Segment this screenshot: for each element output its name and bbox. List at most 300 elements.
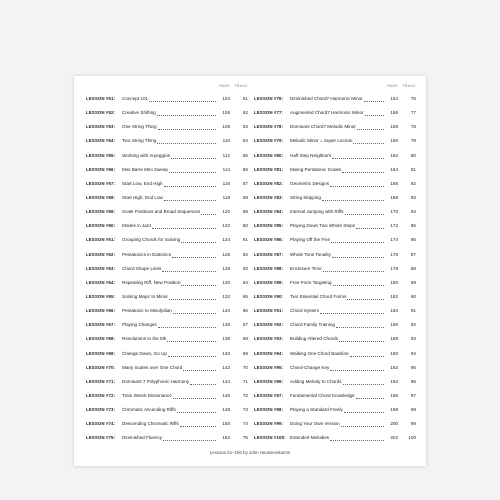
dot-leader — [343, 384, 384, 385]
lesson-page-number: 186 — [390, 322, 398, 328]
lesson-track-number: 67 — [242, 322, 248, 328]
lesson-track-number: 92 — [410, 322, 416, 328]
lesson-row — [86, 92, 250, 106]
lesson-page-number: 162 — [390, 152, 398, 158]
lesson-number: LESSON #68: — [86, 336, 116, 342]
lesson-track-number: 95 — [410, 364, 416, 370]
lesson-list-right — [254, 92, 418, 446]
lesson-track-number: 72 — [242, 392, 248, 398]
lesson-track-number: 94 — [410, 350, 416, 356]
track-header-label: TRACK — [234, 84, 248, 88]
lesson-number: LESSON #76: — [254, 96, 284, 101]
lesson-row — [254, 205, 418, 219]
dot-leader — [350, 356, 384, 357]
lesson-page-number: 156 — [390, 110, 398, 116]
dot-leader — [163, 440, 216, 441]
lesson-number: LESSON #94: — [254, 350, 284, 356]
lesson-number: LESSON #75: — [86, 435, 116, 441]
lesson-number: LESSON #64: — [86, 279, 116, 285]
lesson-row — [254, 120, 418, 134]
lesson-number: LESSON #57: — [86, 180, 116, 186]
dot-leader — [344, 412, 384, 413]
lesson-title: Adding Melody to Chords — [290, 378, 342, 384]
lesson-number: LESSON #58: — [86, 194, 116, 200]
lesson-row — [254, 389, 418, 403]
lesson-track-number: 57 — [242, 180, 248, 186]
lesson-page-number: 202 — [390, 435, 398, 441]
lesson-number: LESSON #66: — [86, 308, 116, 314]
lesson-title: Chromatic Ascending Riffs — [122, 407, 176, 413]
lesson-number: LESSON #97: — [254, 392, 284, 398]
lesson-title: Geometric Designs — [290, 180, 330, 186]
lesson-number: LESSON #85: — [254, 223, 284, 229]
lesson-title: Many Scales over One Chord — [122, 364, 183, 370]
lesson-number: LESSON #70: — [86, 364, 116, 370]
dot-leader — [365, 115, 384, 116]
lesson-page-number: 116 — [222, 180, 230, 186]
lesson-track-number: 81 — [410, 166, 416, 172]
lesson-track-number: 53 — [242, 124, 248, 130]
lesson-row — [254, 304, 418, 318]
page-header-label: PAGE — [387, 84, 398, 88]
lesson-track-number: 97 — [410, 392, 416, 398]
right-column — [254, 83, 418, 446]
lesson-number: LESSON #67: — [86, 322, 116, 328]
lesson-page-number: 200 — [390, 421, 398, 427]
lesson-number: LESSON #63: — [86, 265, 116, 271]
lesson-row — [254, 431, 418, 445]
lesson-page-number: 152 — [222, 435, 230, 441]
lesson-row — [86, 318, 250, 332]
lesson-title: One String Thing — [122, 124, 157, 130]
lesson-number: LESSON #55: — [86, 152, 116, 158]
lesson-track-number: 82 — [410, 180, 416, 186]
lesson-number: LESSON #74: — [86, 421, 116, 427]
lesson-page-number: 182 — [390, 293, 398, 299]
column-header — [86, 83, 250, 92]
lesson-number: LESSON #53: — [86, 124, 116, 130]
lesson-row — [86, 233, 250, 247]
lesson-number: LESSON #52: — [86, 110, 116, 116]
lesson-page-number: 130 — [222, 279, 230, 285]
lesson-track-number: 93 — [410, 336, 416, 342]
lesson-track-number: 74 — [242, 421, 248, 427]
lesson-track-number: 89 — [410, 279, 416, 285]
lesson-title: Dominant 7 Polyphonic Harmony — [122, 378, 190, 384]
dot-leader — [173, 313, 216, 314]
lesson-track-number: 61 — [242, 237, 248, 243]
lesson-number: LESSON #98: — [254, 407, 284, 413]
page-header-label: PAGE — [219, 84, 230, 88]
lesson-number: LESSON #90: — [254, 293, 284, 299]
lesson-track-number: 51 — [242, 96, 248, 101]
lesson-title: Pentatonics in Diatonics — [122, 251, 172, 257]
lesson-page-number: 108 — [222, 124, 230, 130]
dot-leader — [320, 313, 384, 314]
lesson-row — [86, 149, 250, 163]
left-column — [86, 83, 250, 446]
dot-leader — [190, 384, 216, 385]
lesson-page-number: 160 — [390, 138, 398, 144]
dot-leader — [157, 115, 216, 116]
lesson-page-number: 172 — [390, 223, 398, 229]
lesson-track-number: 55 — [242, 152, 248, 158]
lesson-number: LESSON #81: — [254, 166, 284, 172]
lesson-track-number: 56 — [242, 166, 248, 172]
lesson-track-number: 68 — [242, 336, 248, 342]
lesson-title: Change Down, Go Up — [122, 350, 167, 356]
lesson-title: Diminished Chord7 Harmonic Minor — [290, 96, 363, 101]
lesson-page-number: 126 — [222, 251, 230, 257]
lesson-number: LESSON #86: — [254, 237, 284, 243]
lesson-title: Diminished Fluency — [122, 435, 163, 441]
lesson-number: LESSON #100: — [254, 435, 286, 441]
dot-leader — [356, 398, 384, 399]
lesson-track-number: 62 — [242, 251, 248, 257]
lesson-track-number: 64 — [242, 279, 248, 285]
lesson-track-number: 52 — [242, 110, 248, 116]
dot-leader — [330, 440, 384, 441]
lesson-title: Playing Off the Five — [290, 237, 331, 243]
lesson-row — [254, 92, 418, 106]
lesson-row — [254, 163, 418, 177]
lesson-number: LESSON #61: — [86, 237, 116, 243]
lesson-row — [254, 191, 418, 205]
track-header-label: TRACK — [402, 84, 416, 88]
lesson-track-number: 65 — [242, 293, 248, 299]
dot-leader — [339, 341, 384, 342]
lesson-track-number: 75 — [242, 435, 248, 441]
lesson-number: LESSON #54: — [86, 138, 116, 144]
lesson-track-number: 84 — [410, 209, 416, 215]
lesson-title: Augmented Chord7 Harmonic Minor — [290, 110, 364, 116]
lesson-number: LESSON #96: — [254, 378, 284, 384]
lesson-row — [254, 219, 418, 233]
dot-leader — [330, 370, 384, 371]
lesson-number: LESSON #99: — [254, 421, 284, 427]
lesson-number: LESSON #79: — [254, 138, 284, 144]
lesson-number: LESSON #83: — [254, 194, 284, 200]
dot-leader — [345, 214, 384, 215]
lesson-track-number: 100 — [408, 435, 416, 441]
lesson-row — [86, 177, 250, 191]
dot-leader — [173, 398, 216, 399]
lesson-title: Melodic Minor = Super Locrian — [290, 138, 353, 144]
lesson-number: LESSON #92: — [254, 322, 284, 328]
lesson-number: LESSON #77: — [254, 110, 284, 116]
lesson-title: Mini Barre Mini Sweep — [122, 166, 168, 172]
lesson-page-number: 128 — [222, 265, 230, 271]
lesson-number: LESSON #95: — [254, 364, 284, 370]
dot-leader — [183, 370, 216, 371]
lesson-number: LESSON #72: — [86, 392, 116, 398]
lesson-title: Building Altered Chords — [290, 336, 339, 342]
lesson-row — [254, 318, 418, 332]
lesson-row — [254, 403, 418, 417]
page-footer: Lessons 51–100 by John Heussenstamm — [209, 450, 291, 455]
lesson-row — [254, 375, 418, 389]
lesson-page-number: 176 — [390, 251, 398, 257]
dot-leader — [169, 172, 216, 173]
lesson-number: LESSON #88: — [254, 265, 284, 271]
lesson-track-number: 86 — [410, 237, 416, 243]
lesson-title: Scale Positions and Broad Sequences — [122, 209, 201, 215]
lesson-number: LESSON #69: — [86, 350, 116, 356]
lesson-page-number: 184 — [390, 308, 398, 314]
lesson-title: Enclosure Time — [290, 265, 322, 271]
column-header — [254, 83, 418, 92]
lesson-row — [86, 417, 250, 431]
lesson-track-number: 77 — [410, 110, 416, 116]
lesson-row — [254, 106, 418, 120]
lesson-page-number: 198 — [390, 407, 398, 413]
lesson-page-number: 106 — [222, 110, 230, 116]
lesson-title: Interval Jumping with Riffs — [290, 209, 344, 215]
lesson-row — [86, 347, 250, 361]
lesson-title: Mixing Pentatonic Scales — [290, 166, 342, 172]
dot-leader — [168, 356, 216, 357]
dot-leader — [330, 186, 384, 187]
lesson-number: LESSON #78: — [254, 124, 284, 130]
lesson-page-number: 192 — [390, 364, 398, 370]
contents-page — [74, 76, 426, 466]
lesson-track-number: 96 — [410, 378, 416, 384]
lesson-row — [86, 290, 250, 304]
lesson-row — [86, 120, 250, 134]
dot-leader — [332, 257, 384, 258]
lesson-page-number: 180 — [390, 279, 398, 285]
lesson-list-left — [86, 92, 250, 446]
lesson-number: LESSON #62: — [86, 251, 116, 257]
lesson-row — [254, 347, 418, 361]
lesson-page-number: 132 — [222, 293, 230, 299]
lesson-track-number: 76 — [410, 96, 416, 101]
dot-leader — [164, 200, 216, 201]
lesson-row — [254, 417, 418, 431]
dot-leader — [353, 143, 384, 144]
lesson-page-number: 194 — [390, 378, 398, 384]
lesson-row — [86, 332, 250, 346]
dot-leader — [171, 158, 216, 159]
lesson-page-number: 138 — [222, 336, 230, 342]
lesson-track-number: 88 — [410, 265, 416, 271]
lesson-row — [86, 219, 250, 233]
lesson-row — [86, 431, 250, 445]
lesson-track-number: 78 — [410, 124, 416, 130]
lesson-page-number: 148 — [222, 407, 230, 413]
lesson-title: Pentatonic to Mixolydian — [122, 308, 172, 314]
lesson-track-number: 63 — [242, 265, 248, 271]
lesson-row — [254, 149, 418, 163]
lesson-title: Repeating Riff, New Position — [122, 279, 181, 285]
lesson-page-number: 188 — [390, 336, 398, 342]
dot-leader — [172, 257, 216, 258]
lesson-track-number: 87 — [410, 251, 416, 257]
lesson-title: Free Form Targeting — [290, 279, 332, 285]
lesson-title: Extended Melodies — [290, 435, 330, 441]
lesson-track-number: 98 — [410, 407, 416, 413]
lesson-title: Chord Family Training — [290, 322, 335, 328]
lesson-page-number: 158 — [390, 124, 398, 130]
lesson-number: LESSON #65: — [86, 293, 116, 299]
lesson-title: Two String Thing — [122, 138, 157, 144]
lesson-row — [254, 290, 418, 304]
lesson-title: Working with Arpeggios — [122, 152, 170, 158]
lesson-number: LESSON #59: — [86, 209, 116, 215]
lesson-title: Grouping Chords for Soloing — [122, 237, 181, 243]
lesson-title: Resolutions to the 5th — [122, 336, 167, 342]
lesson-title: Chord-Change Key — [290, 364, 330, 370]
lesson-number: LESSON #60: — [86, 223, 116, 229]
lesson-title: Whole Tone Tonality — [290, 251, 331, 257]
lesson-track-number: 73 — [242, 407, 248, 413]
lesson-row — [86, 248, 250, 262]
lesson-page-number: 140 — [222, 350, 230, 356]
dot-leader — [177, 412, 216, 413]
lesson-number: LESSON #82: — [254, 180, 284, 186]
lesson-title: Start High, End Low — [122, 194, 163, 200]
lesson-row — [86, 276, 250, 290]
dot-leader — [323, 271, 384, 272]
lesson-row — [254, 233, 418, 247]
dot-leader — [169, 299, 216, 300]
lesson-page-number: 164 — [390, 166, 398, 172]
lesson-title: Playing a Standard Freely — [290, 407, 343, 413]
lesson-row — [254, 134, 418, 148]
lesson-number: LESSON #71: — [86, 378, 116, 384]
lesson-page-number: 196 — [390, 392, 398, 398]
lesson-page-number: 104 — [222, 96, 230, 101]
lesson-row — [86, 375, 250, 389]
lesson-title: Chord Shape Lines — [122, 265, 162, 271]
lesson-page-number: 112 — [222, 152, 230, 158]
lesson-number: LESSON #84: — [254, 209, 284, 215]
dot-leader — [181, 285, 216, 286]
dot-leader — [167, 341, 216, 342]
lesson-track-number: 66 — [242, 308, 248, 314]
lesson-title: Playing Down Two Whole Steps — [290, 223, 356, 229]
lesson-title: Creative Shifting — [122, 110, 156, 116]
lesson-row — [86, 163, 250, 177]
lesson-number: LESSON #87: — [254, 251, 284, 257]
lesson-track-number: 59 — [242, 209, 248, 215]
lesson-track-number: 90 — [410, 293, 416, 299]
dot-leader — [152, 228, 216, 229]
lesson-row — [86, 361, 250, 375]
lesson-track-number: 83 — [410, 194, 416, 200]
dot-leader — [341, 426, 384, 427]
dot-leader — [342, 172, 384, 173]
lesson-page-number: 110 — [222, 138, 230, 144]
lesson-number: LESSON #73: — [86, 407, 116, 413]
lesson-row — [86, 403, 250, 417]
lesson-title: Doing Your Own Version — [290, 421, 340, 427]
lesson-row — [86, 304, 250, 318]
lesson-title: Dominant Chord7 Melodic Minor — [290, 124, 356, 130]
lesson-title: Modes in Jazz — [122, 223, 152, 229]
dot-leader — [356, 228, 384, 229]
lesson-page-number: 124 — [222, 237, 230, 243]
lesson-page-number: 190 — [390, 350, 398, 356]
lesson-page-number: 142 — [222, 364, 230, 370]
lesson-title: Half Step Neighbors — [290, 152, 332, 158]
lesson-title: Start Low, End High — [122, 180, 163, 186]
lesson-row — [86, 191, 250, 205]
lesson-row — [86, 389, 250, 403]
lesson-track-number: 91 — [410, 308, 416, 314]
lesson-row — [254, 262, 418, 276]
dot-leader — [157, 143, 216, 144]
lesson-track-number: 60 — [242, 223, 248, 229]
dot-leader — [336, 327, 384, 328]
dot-leader — [158, 129, 216, 130]
lesson-title: Two Essential Chord Forms — [290, 293, 347, 299]
lesson-page-number: 166 — [390, 180, 398, 186]
lesson-title: Fundamental Chord Knowledge — [290, 392, 355, 398]
lesson-page-number: 146 — [222, 392, 230, 398]
lesson-track-number: 99 — [410, 421, 416, 427]
lesson-page-number: 154 — [390, 96, 398, 101]
lesson-page-number: 114 — [222, 166, 230, 172]
dot-leader — [332, 158, 384, 159]
dot-leader — [149, 101, 216, 102]
dot-leader — [158, 327, 216, 328]
lesson-title: Train Wreck Dissonance — [122, 392, 172, 398]
lesson-title: Concept 101 — [122, 96, 149, 101]
lesson-track-number: 71 — [242, 378, 248, 384]
lesson-page-number: 144 — [222, 378, 230, 384]
dot-leader — [181, 242, 216, 243]
lesson-number: LESSON #93: — [254, 336, 284, 342]
dot-leader — [180, 426, 216, 427]
lesson-page-number: 168 — [390, 194, 398, 200]
dot-leader — [201, 214, 216, 215]
lesson-track-number: 80 — [410, 152, 416, 158]
dot-leader — [364, 101, 384, 102]
lesson-row — [254, 332, 418, 346]
lesson-title: String Skipping — [290, 194, 321, 200]
dot-leader — [322, 200, 384, 201]
lesson-track-number: 79 — [410, 138, 416, 144]
dot-leader — [331, 242, 384, 243]
lesson-track-number: 58 — [242, 194, 248, 200]
lesson-page-number: 136 — [222, 322, 230, 328]
lesson-row — [254, 177, 418, 191]
lesson-title: Chord System — [290, 308, 320, 314]
lesson-title: Playing Changes — [122, 322, 157, 328]
lesson-row — [254, 361, 418, 375]
lesson-page-number: 150 — [222, 421, 230, 427]
dot-leader — [164, 186, 216, 187]
lesson-page-number: 178 — [390, 265, 398, 271]
lesson-page-number: 118 — [222, 194, 230, 200]
lesson-page-number: 170 — [390, 209, 398, 215]
lesson-track-number: 69 — [242, 350, 248, 356]
lesson-page-number: 174 — [390, 237, 398, 243]
lesson-number: LESSON #89: — [254, 279, 284, 285]
lesson-title: Descending Chromatic Riffs — [122, 421, 179, 427]
lesson-track-number: 85 — [410, 223, 416, 229]
lesson-row — [86, 106, 250, 120]
lesson-number: LESSON #56: — [86, 166, 116, 172]
dot-leader — [357, 129, 384, 130]
lesson-number: LESSON #51: — [86, 96, 116, 101]
lesson-number: LESSON #91: — [254, 308, 284, 314]
dot-leader — [162, 271, 216, 272]
lesson-row — [254, 248, 418, 262]
lesson-row — [86, 134, 250, 148]
lesson-page-number: 134 — [222, 308, 230, 314]
